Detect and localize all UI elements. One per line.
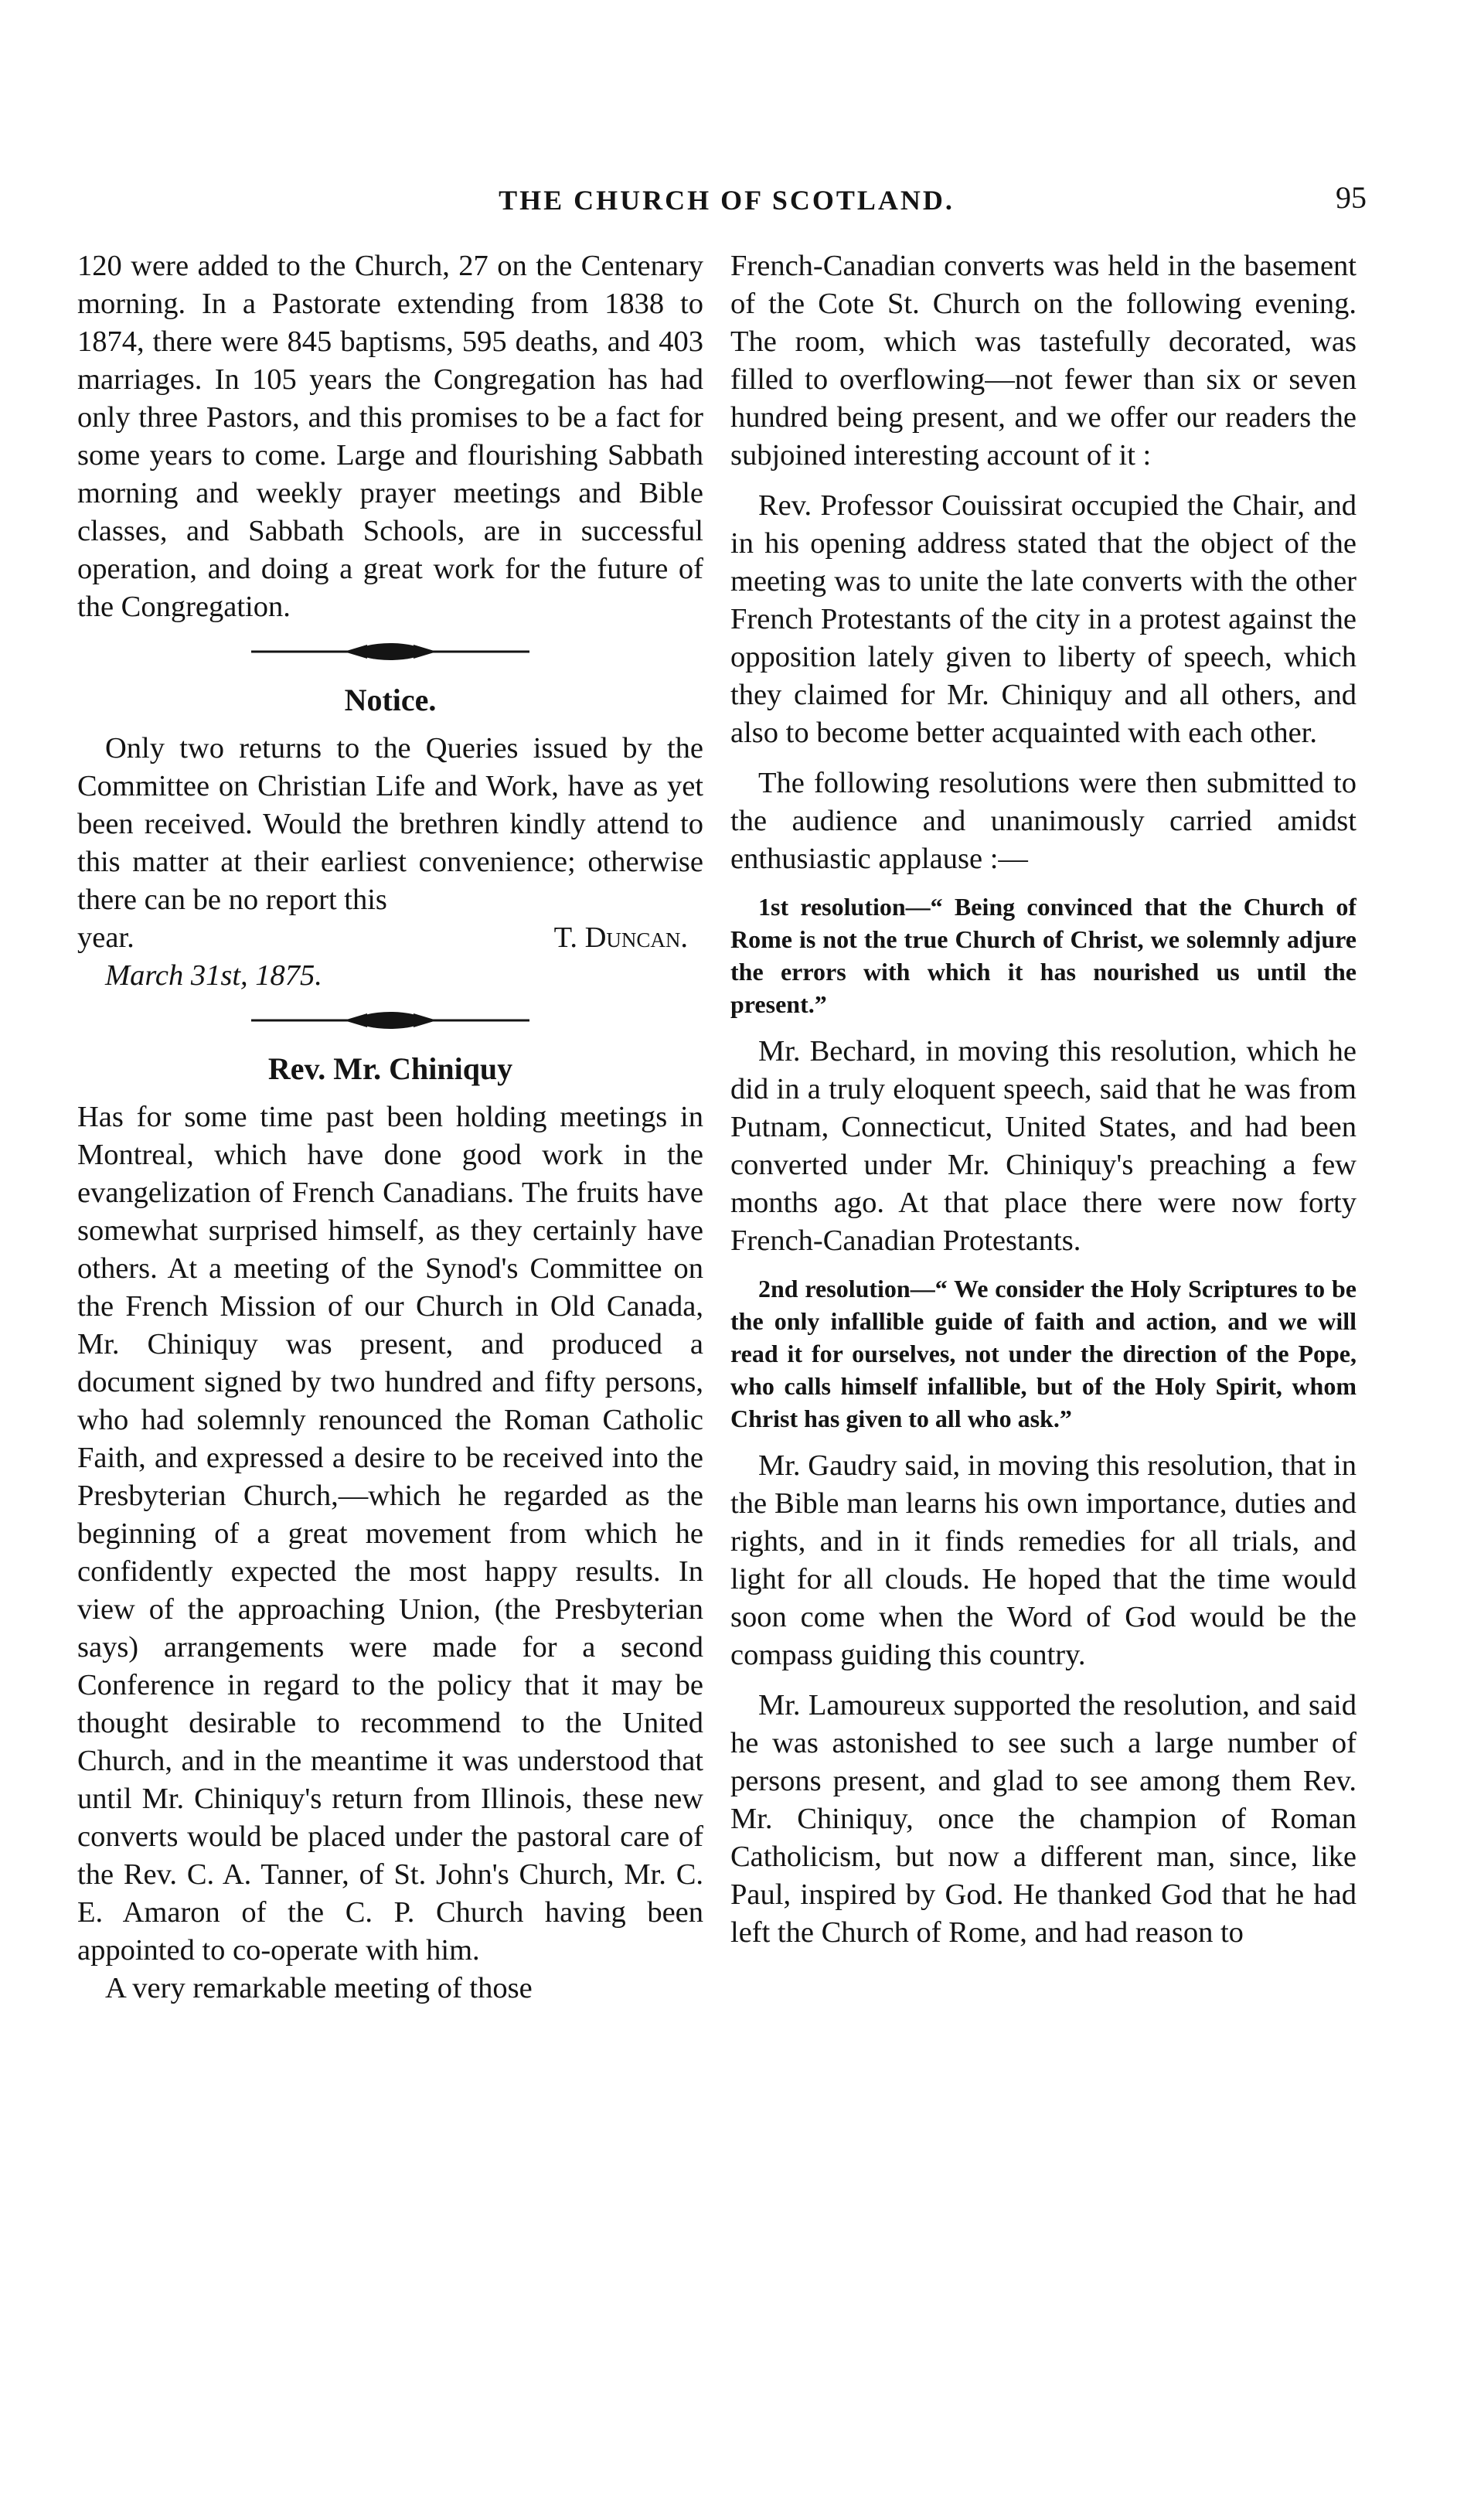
gaudry-paragraph: Mr. Gaudry said, in moving this resolution, that in the Bible man learns his own importance, duties and rights, and in it finds remedies for all trials, and light for all clouds. He hoped that the time would soon come when the Word of God would be the compass guiding this country. xyxy=(730,1449,1357,1671)
notice-date: March 31st, 1875. xyxy=(105,959,322,992)
page-header xyxy=(77,176,1376,223)
centenary-paragraph: 120 were added to the Church, 27 on the Centenary morning. In a Pastorate extending from 1838 to 1874, there were 845 baptisms, 595 deaths, and 403 marriages. In 105 years the Congregation has had only three Pastors, and this promises to be a fact for some years to come. Large and flourishing Sabbath morning and weekly prayer meetings and Bible classes, and Sabbath Schools, are in successful operation, and doing a great work for the future of the Congregation. xyxy=(77,250,703,623)
notice-heading: Notice. xyxy=(344,683,437,717)
notice-signature: T. Duncan. xyxy=(553,921,688,954)
ornamental-divider-icon xyxy=(251,1009,529,1032)
running-head: THE CHURCH OF SCOTLAND. xyxy=(499,185,955,216)
resolutions-intro: The following resolutions were then submitted to the audience and unanimously carried amidst enthusiastic applause :— xyxy=(730,767,1357,875)
notice-signature-line xyxy=(77,919,703,957)
left-column xyxy=(77,247,703,2427)
notice-paragraph: Only two returns to the Queries issued by the Committee on Christian Life and Work, have as yet been received. Would the brethren kindly attend to this matter at their earliest convenience; otherwise there can be no report this xyxy=(77,732,703,916)
first-resolution: 1st resolution—“ Being convinced that the Church of Rome is not the true Church of Christ, we solemnly adjure the errors with which it has nourished us until the present.” xyxy=(730,893,1357,1018)
second-resolution: 2nd resolution—“ We consider the Holy Scriptures to be the only infallible guide of faith and action, and we will read it for ourselves, not under the direction of the Pope, who calls himself infallible, but of the Holy Spirit, whom Christ has given to all who ask.” xyxy=(730,1275,1357,1432)
chiniquy-last-line: A very remarkable meeting of those xyxy=(105,1972,533,2004)
right-column xyxy=(730,247,1357,2427)
ornamental-divider-icon xyxy=(251,640,529,663)
notice-year: year. xyxy=(77,921,134,954)
meeting-paragraph: French-Canadian converts was held in the basement of the Cote St. Church on the following evening. The room, which was tastefully decorated, was filled to overflowing—not fewer than six or seven hundred being present, and we offer our readers the subjoined interesting account of it : xyxy=(730,250,1357,472)
couissirat-paragraph: Rev. Professor Couissirat occupied the Chair, and in his opening address stated that the object of the meeting was to unite the late converts with the other French Protestants of the city in a protest against the opposition lately given to liberty of speech, which they claimed for Mr. Chiniquy and all others, and also to become better acquainted with each other. xyxy=(730,489,1357,749)
page-number: 95 xyxy=(1336,180,1367,215)
chiniquy-paragraph: Has for some time past been holding meetings in Montreal, which have done good work in the evangelization of French Canadians. The fruits have somewhat surprised himself, as they certainly have others. At a meeting of the Synod's Committee on the French Mission of our Church in Old Canada, Mr. Chiniquy was present, and produced a document signed by two hundred and fifty persons, who had solemnly renounced the Roman Catholic Faith, and expressed a desire to be received into the Presbyterian Church,—which he regarded as the beginning of a great movement from which he confidently expected the most happy results. In view of the approaching Union, (the Presbyterian says) arrangements were made for a second Conference in regard to the policy that it may be thought desirable to recommend to the United Church, and in the meantime it was understood that until Mr. Chiniquy's return from Illinois, these new converts would be placed under the pastoral care of the Rev. C. A. Tanner, of St. John's Church, Mr. C. E. Amaron of the C. P. Church having been appointed to co-operate with him. xyxy=(77,1101,703,1967)
chiniquy-heading: Rev. Mr. Chiniquy xyxy=(267,1051,513,1086)
bechard-paragraph: Mr. Bechard, in moving this resolution, which he did in a truly eloquent speech, said that he was from Putnam, Connecticut, United States, and had been converted under Mr. Chiniquy's preaching a few months ago. At that place there were now forty French-Canadian Protestants. xyxy=(730,1035,1357,1257)
lamoureux-paragraph: Mr. Lamoureux supported the resolution, and said he was astonished to see such a large number of persons present, and glad to see among them Rev. Mr. Chiniquy, once the champion of Roman Catholicism, but now a different man, since, like Paul, inspired by God. He thanked God that he had left the Church of Rome, and had reason to xyxy=(730,1689,1357,1949)
